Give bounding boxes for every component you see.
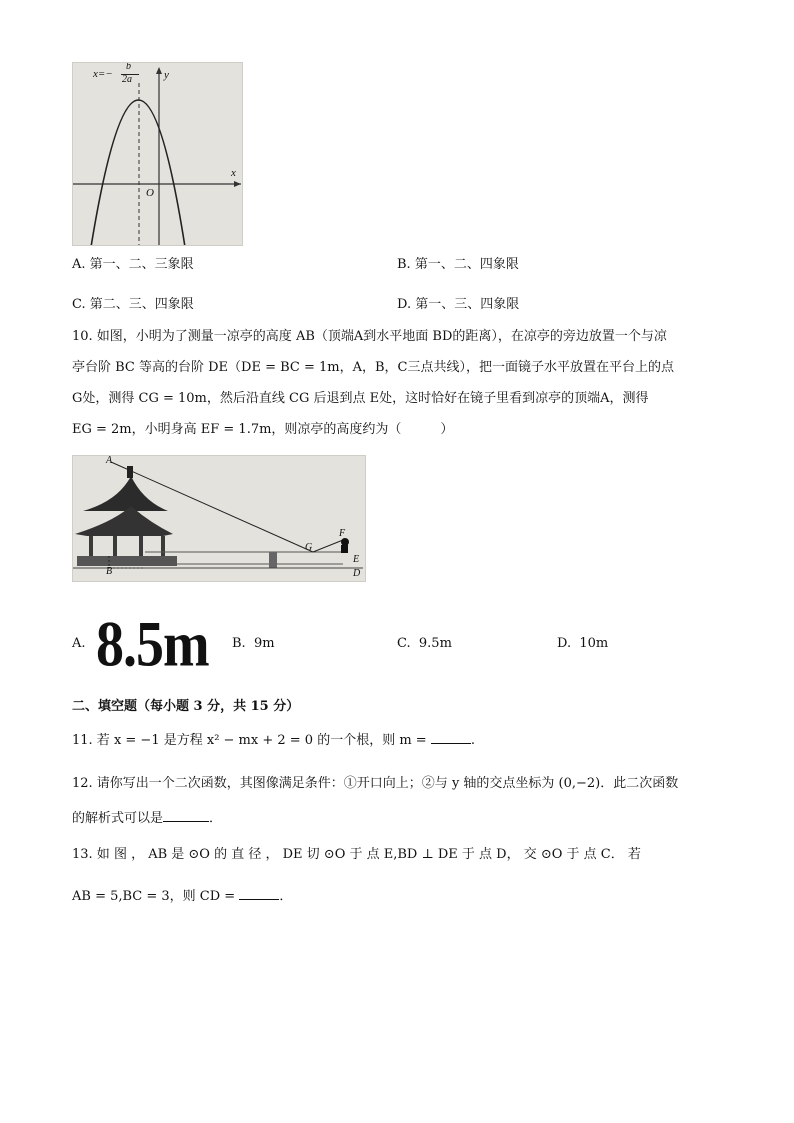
point-f-label: F	[339, 528, 346, 539]
q11-answer-blank[interactable]	[431, 730, 471, 744]
frac-denominator: 2a	[122, 74, 132, 85]
q12-line-2: 的解析式可以是 ．	[72, 806, 222, 832]
q9-option-a[interactable]: A. 第一、二、三象限	[72, 257, 194, 272]
q10-line-2: 亭台阶 BC 等高的台阶 DE（DE = BC = 1m，A，B，C三点共线），把一面镜子水平放置在平台上的点	[72, 360, 675, 375]
section-2-title: 二、填空题（每小题 3 分，共 15 分）	[72, 699, 300, 714]
q13-line-2: AB = 5,BC = 3，则 CD = ．	[72, 884, 292, 910]
point-g-label: G	[305, 542, 313, 553]
q10-option-b[interactable]: B. 9m	[232, 636, 275, 651]
q10-pavilion-figure	[72, 455, 366, 582]
q10-line-4: EG = 2m，小明身高 EF = 1.7m，则凉亭的高度约为（ ）	[72, 422, 454, 437]
q9-option-b[interactable]: B. 第一、二、四象限	[397, 257, 519, 272]
q10-option-c[interactable]: C. 9.5m	[397, 636, 452, 651]
q9-option-c[interactable]: C. 第二、三、四象限	[72, 297, 194, 312]
q10-option-d[interactable]: D. 10m	[557, 636, 609, 651]
point-b-label: B	[106, 566, 113, 577]
q13-answer-blank[interactable]	[239, 886, 279, 900]
point-d-label: D	[353, 568, 361, 579]
x-axis-label: x	[231, 167, 236, 179]
y-axis-label: y	[164, 69, 169, 81]
q13-line-1: 13. 如 图 ， AB 是 ⊙O 的 直 径 ， DE 切 ⊙O 于 点 E,BD ⊥ DE 于 点 D， 交 ⊙O 于 点 C． 若	[72, 847, 641, 862]
frac-numerator: b	[126, 62, 131, 72]
q12-line-1: 12. 请你写出一个二次函数，其图像满足条件：①开口向上；②与 y 轴的交点坐标为 (0,−2)．此二次函数	[72, 776, 679, 791]
q9-parabola-figure	[72, 62, 243, 246]
point-e-label: E	[353, 554, 360, 565]
point-a-label: A	[106, 455, 113, 466]
q10-option-a-value: 8.5m	[96, 609, 209, 681]
pavilion-diagram	[73, 456, 366, 582]
symmetry-axis-label: x=−	[93, 68, 113, 80]
q9-option-d[interactable]: D. 第一、三、四象限	[397, 297, 520, 312]
parabola-graph	[73, 63, 243, 246]
q12-answer-blank[interactable]	[163, 808, 209, 822]
q11-line: 11. 若 x = −1 是方程 x² − mx + 2 = 0 的一个根，则 m = .	[72, 728, 475, 754]
q10-line-3: G处，测得 CG = 10m，然后沿直线 CG 后退到点 E处，这时恰好在镜子里看到凉亭的顶端A，测得	[72, 391, 649, 406]
origin-label: O	[146, 187, 154, 199]
q10-line-1: 10. 如图，小明为了测量一凉亭的高度 AB（顶端A到水平地面 BD的距离），在凉亭的旁边放置一个与凉	[72, 329, 667, 344]
